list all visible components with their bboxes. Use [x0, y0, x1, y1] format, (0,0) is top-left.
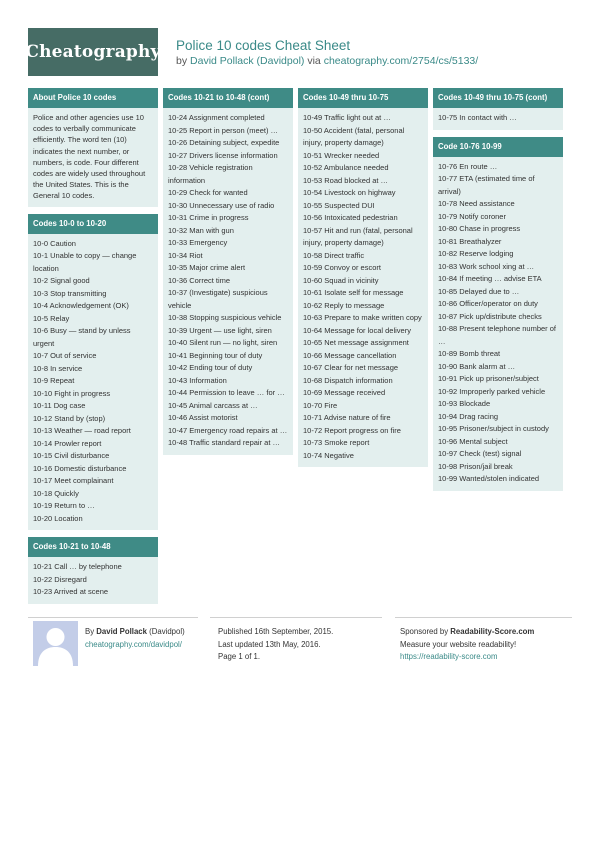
code-item: 10-36 Correct time: [168, 275, 231, 285]
about-text: Police and other agencies use 10 codes to verbally communicate efficiently. The word ten (10) indicates the next number, or numbers, is code. Four different codes are widely used throughout the United States. This is the General 10 codes.: [33, 113, 146, 201]
section-box: [433, 137, 563, 491]
section-heading: Codes 10-21 to 10-48 (cont): [163, 88, 293, 108]
code-item: 10-18 Quickly: [33, 488, 79, 498]
code-item: 10-31 Crime in progress: [168, 213, 249, 222]
code-item: 10-96 Mental subject: [438, 436, 508, 446]
footer-author-url[interactable]: cheatography.com/davidpol/: [85, 639, 182, 649]
code-item: 10-39 Urgent — use light, siren: [168, 325, 272, 335]
code-item: 10-65 Net message assignment: [303, 338, 409, 347]
footer-divider: [395, 617, 572, 618]
code-item: 10-67 Clear for net message: [303, 363, 399, 372]
code-item: 10-81 Breathalyzer: [438, 236, 502, 246]
code-item: 10-83 Work school xing at …: [438, 261, 535, 271]
code-item: 10-24 Assignment completed: [168, 113, 265, 122]
column-1: [28, 88, 158, 611]
byline: [176, 55, 478, 67]
code-item: 10-21 Call … by telephone: [33, 562, 122, 572]
code-list: [163, 108, 293, 455]
code-item: 10-76 En route …: [438, 161, 498, 171]
code-item: 10-64 Message for local delivery: [303, 325, 411, 335]
sponsor-prefix: Sponsored by: [400, 627, 449, 636]
code-item: 10-8 In service: [33, 363, 83, 373]
code-item: 10-6 Busy — stand by unless urgent: [33, 326, 131, 348]
byline-via: via: [307, 55, 321, 67]
code-item: 10-10 Fight in progress: [33, 388, 111, 398]
code-item: 10-52 Ambulance needed: [303, 163, 389, 172]
code-item: 10-43 Information: [168, 375, 227, 385]
code-item: 10-80 Chase in progress: [438, 224, 521, 233]
code-item: 10-32 Man with gun: [168, 225, 234, 235]
code-item: 10-0 Caution: [33, 238, 76, 248]
code-item: 10-11 Dog case: [33, 401, 86, 411]
code-item: 10-50 Accident (fatal, personal injury, property damage): [303, 125, 405, 147]
code-item: 10-98 Prison/jail break: [438, 461, 513, 471]
code-item: 10-91 Pick up prisoner/subject: [438, 374, 539, 383]
footer-divider: [210, 617, 382, 618]
section-box: [28, 214, 158, 531]
code-item: 10-27 Drivers license information: [168, 150, 278, 160]
section-heading: Codes 10-49 thru 10-75: [298, 88, 428, 108]
section-box: [163, 88, 293, 455]
code-item: 10-58 Direct traffic: [303, 250, 365, 260]
code-item: 10-57 Hit and run (fatal, personal injury, property damage): [303, 225, 413, 247]
author-link[interactable]: David Pollack (Davidpol): [190, 55, 305, 67]
code-item: 10-34 Riot: [168, 250, 203, 260]
code-item: 10-97 Check (test) signal: [438, 449, 522, 458]
code-item: 10-17 Meet complainant: [33, 476, 114, 486]
column-3: [298, 88, 428, 474]
code-item: 10-14 Prowler report: [33, 438, 102, 448]
column-2: [163, 88, 293, 462]
code-item: 10-30 Unnecessary use of radio: [168, 200, 275, 210]
code-item: 10-4 Acknowledgement (OK): [33, 301, 129, 311]
code-list: [28, 234, 158, 531]
code-item: 10-55 Suspected DUI: [303, 200, 375, 210]
about-box: [28, 88, 158, 207]
logo-text: Cheatography: [25, 42, 161, 62]
code-item: 10-12 Stand by (stop): [33, 413, 106, 423]
code-item: 10-85 Delayed due to …: [438, 286, 520, 296]
code-item: 10-74 Negative: [303, 450, 354, 460]
code-item: 10-1 Unable to copy — change location: [33, 251, 137, 273]
code-item: 10-69 Message received: [303, 388, 386, 397]
code-item: 10-33 Emergency: [168, 238, 228, 247]
section-heading: Codes 10-0 to 10-20: [28, 214, 158, 234]
footer-by: By: [85, 627, 95, 636]
code-item: 10-53 Road blocked at …: [303, 175, 389, 185]
code-item: 10-40 Silent run — no light, siren: [168, 338, 278, 347]
code-item: 10-20 Location: [33, 513, 83, 523]
code-item: 10-9 Repeat: [33, 376, 75, 386]
page-title: Police 10 codes Cheat Sheet: [176, 38, 351, 53]
code-list: [433, 157, 563, 491]
code-item: 10-16 Domestic disturbance: [33, 463, 127, 473]
code-item: 10-19 Return to …: [33, 501, 95, 511]
code-item: 10-47 Emergency road repairs at …: [168, 425, 288, 435]
code-list: [298, 108, 428, 467]
code-item: 10-22 Disregard: [33, 574, 87, 584]
sponsor-name[interactable]: Readability-Score.com: [450, 627, 535, 636]
code-item: 10-28 Vehicle registration information: [168, 163, 253, 185]
code-item: 10-77 ETA (estimated time of arrival): [438, 174, 535, 196]
code-item: 10-99 Wanted/stolen indicated: [438, 474, 540, 483]
page-number: Page 1 of 1.: [218, 652, 261, 661]
code-item: 10-90 Bank alarm at …: [438, 361, 516, 371]
section-box: [28, 537, 158, 604]
section-box: [433, 88, 563, 130]
section-heading: Code 10-76 10-99: [433, 137, 563, 157]
code-item: 10-13 Weather — road report: [33, 426, 131, 436]
published-date: Published 16th September, 2015.: [218, 627, 334, 636]
code-item: 10-35 Major crime alert: [168, 263, 246, 272]
footer-author: [85, 626, 185, 651]
code-list: [28, 557, 158, 604]
code-item: 10-75 In contact with …: [438, 113, 517, 122]
code-item: 10-5 Relay: [33, 313, 70, 323]
code-item: 10-15 Civil disturbance: [33, 451, 110, 461]
code-item: 10-7 Out of service: [33, 351, 97, 361]
code-item: 10-95 Prisoner/subject in custody: [438, 424, 549, 433]
column-4: [433, 88, 563, 498]
code-item: 10-49 Traffic light out at …: [303, 113, 391, 122]
code-item: 10-42 Ending tour of duty: [168, 363, 253, 372]
sponsor-tagline: Measure your website readability!: [400, 639, 517, 649]
section-heading: Codes 10-49 thru 10-75 (cont): [433, 88, 563, 108]
byline-prefix: by: [176, 55, 188, 67]
code-item: 10-79 Notify coroner: [438, 211, 506, 221]
code-item: 10-70 Fire: [303, 400, 338, 410]
code-item: 10-93 Blockade: [438, 399, 491, 408]
footer-author-handle: (Davidpol): [149, 627, 185, 636]
user-silhouette-icon: [33, 621, 78, 666]
code-item: 10-72 Report progress on fire: [303, 425, 401, 435]
code-item: 10-44 Permission to leave … for …: [168, 388, 285, 397]
code-item: 10-61 Isolate self for message: [303, 288, 404, 297]
code-item: 10-45 Animal carcass at …: [168, 400, 258, 410]
footer-sponsor: [400, 626, 534, 664]
author-avatar[interactable]: [33, 621, 78, 666]
code-item: 10-56 Intoxicated pedestrian: [303, 213, 398, 222]
code-item: 10-54 Livestock on highway: [303, 188, 396, 197]
code-item: 10-23 Arrived at scene: [33, 587, 109, 597]
code-item: 10-37 (Investigate) suspicious vehicle: [168, 288, 268, 310]
sponsor-url[interactable]: https://readability-score.com: [400, 652, 498, 661]
code-item: 10-86 Officer/operator on duty: [438, 299, 538, 308]
code-item: 10-84 If meeting … advise ETA: [438, 274, 542, 283]
updated-date: Last updated 13th May, 2016.: [218, 639, 321, 649]
code-item: 10-62 Reply to message: [303, 300, 385, 310]
code-item: 10-51 Wrecker needed: [303, 150, 380, 160]
code-item: 10-41 Beginning tour of duty: [168, 350, 263, 360]
code-item: 10-25 Report in person (meet) …: [168, 125, 279, 135]
code-item: 10-71 Advise nature of fire: [303, 413, 391, 422]
code-list: [433, 108, 563, 130]
about-heading: About Police 10 codes: [28, 88, 158, 108]
code-item: 10-92 Improperly parked vehicle: [438, 386, 546, 396]
code-item: 10-26 Detaining subject, expedite: [168, 138, 280, 147]
code-item: 10-88 Present telephone number of …: [438, 324, 556, 346]
code-item: 10-82 Reserve lodging: [438, 249, 514, 258]
footer-divider: [28, 617, 198, 618]
cheatography-logo[interactable]: [25, 28, 161, 76]
footer-author-name: David Pollack: [96, 627, 147, 636]
footer-publication: [218, 626, 333, 664]
code-item: 10-73 Smoke report: [303, 438, 370, 447]
code-item: 10-87 Pick up/distribute checks: [438, 311, 542, 321]
code-item: 10-60 Squad in vicinity: [303, 275, 379, 285]
code-item: 10-78 Need assistance: [438, 199, 515, 208]
code-item: 10-63 Prepare to make written copy: [303, 313, 422, 322]
section-box: [298, 88, 428, 467]
code-item: 10-2 Signal good: [33, 276, 90, 286]
sheet-url-link[interactable]: cheatography.com/2754/cs/5133/: [323, 55, 479, 67]
code-item: 10-48 Traffic standard repair at …: [168, 438, 281, 447]
code-item: 10-46 Assist motorist: [168, 413, 238, 422]
code-item: 10-94 Drag racing: [438, 411, 499, 421]
code-item: 10-29 Check for wanted: [168, 188, 248, 197]
code-item: 10-3 Stop transmitting: [33, 288, 107, 298]
code-item: 10-59 Convoy or escort: [303, 263, 381, 272]
code-item: 10-38 Stopping suspicious vehicle: [168, 313, 282, 322]
code-item: 10-66 Message cancellation: [303, 350, 397, 360]
code-item: 10-68 Dispatch information: [303, 375, 393, 385]
section-heading: Codes 10-21 to 10-48: [28, 537, 158, 557]
code-item: 10-89 Bomb threat: [438, 349, 501, 358]
